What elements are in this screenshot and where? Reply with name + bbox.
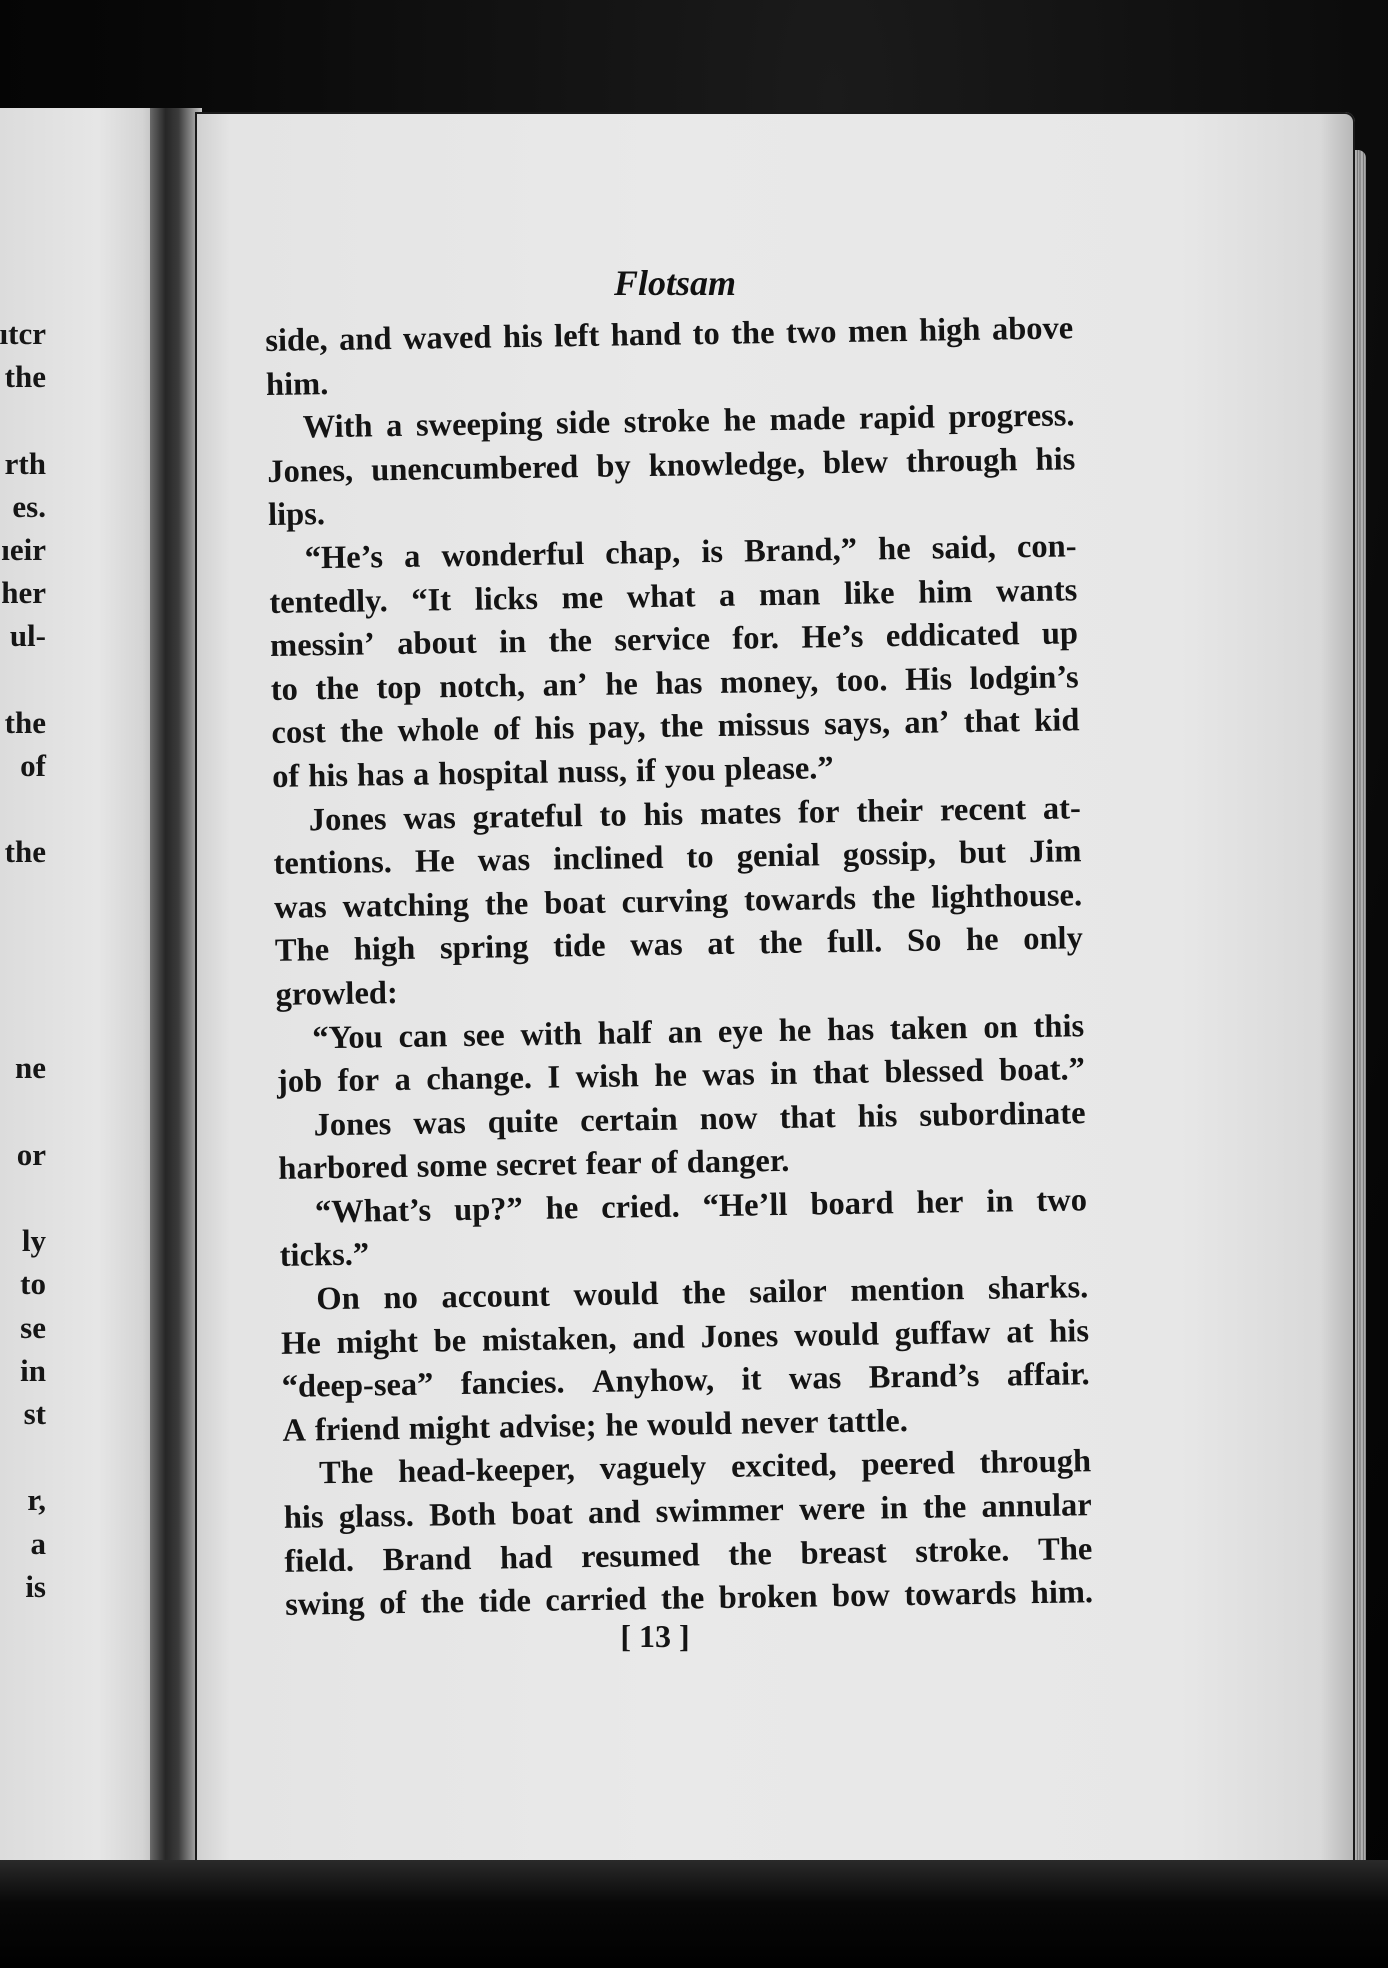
word: a	[412, 756, 430, 793]
word: above	[991, 310, 1074, 348]
left-page-fragment: ul-	[9, 618, 46, 654]
word: The	[1037, 1530, 1093, 1568]
word: With	[302, 408, 373, 446]
word: was	[413, 1104, 466, 1142]
word: growled:	[275, 974, 399, 1013]
word: me	[561, 579, 604, 616]
word: sweeping	[415, 405, 543, 444]
word: in	[769, 1055, 798, 1093]
word: missus	[717, 706, 811, 745]
left-page-fragment: the	[4, 359, 46, 395]
word: “deep-sea”	[281, 1366, 434, 1406]
word: hospital	[437, 754, 549, 793]
word: kid	[1033, 702, 1080, 740]
word: waved	[402, 319, 492, 357]
word: by	[596, 448, 631, 485]
word: the	[871, 879, 916, 917]
word: the	[339, 713, 384, 751]
word: rapid	[858, 399, 936, 437]
word: sailor	[748, 1273, 828, 1311]
word: a	[394, 1061, 412, 1099]
word: watching	[342, 886, 470, 925]
word: him	[917, 573, 973, 611]
word: his	[307, 757, 349, 795]
word: left	[553, 317, 600, 355]
left-page-fragment: rth	[4, 445, 46, 481]
word: and	[587, 1494, 641, 1532]
word: Brand,”	[743, 531, 858, 570]
word: he	[545, 1190, 579, 1227]
word: The	[318, 1454, 374, 1492]
word: tattle.	[827, 1402, 909, 1441]
word: has	[356, 756, 405, 794]
left-page-fragment: ıtcr	[0, 316, 46, 351]
word: the	[758, 924, 803, 962]
left-page-fragment: is	[25, 1568, 46, 1604]
word: two	[785, 314, 837, 351]
word: pay,	[588, 709, 646, 747]
word: genial	[736, 837, 820, 875]
word: “You	[311, 1018, 384, 1056]
word: Brand’s	[868, 1358, 980, 1396]
word: had	[499, 1539, 553, 1577]
word: for	[797, 793, 840, 831]
word: He	[280, 1324, 322, 1362]
word: He’s	[801, 618, 864, 656]
word: Brand	[382, 1540, 472, 1578]
word: On	[316, 1280, 361, 1318]
word: A	[282, 1412, 307, 1449]
running-head: Flotsam	[613, 263, 737, 303]
word: eye	[717, 1012, 764, 1050]
word: their	[856, 792, 924, 830]
left-page-fragment: the	[4, 704, 46, 740]
word: never	[740, 1404, 819, 1442]
word: notch,	[438, 667, 526, 706]
word: the	[420, 1584, 465, 1621]
word: was	[629, 926, 683, 964]
word: to	[692, 315, 721, 353]
word: what	[626, 577, 696, 615]
word: his	[1035, 441, 1076, 478]
left-page-fragment: r,	[27, 1482, 46, 1518]
word: be	[433, 1322, 467, 1360]
word: the	[315, 670, 360, 708]
word: two	[1036, 1182, 1088, 1219]
word: would	[646, 1405, 733, 1443]
word: was	[403, 799, 456, 837]
left-page-fragment: ne	[15, 1050, 46, 1086]
word: up	[1041, 615, 1079, 652]
word: was	[477, 842, 531, 879]
word: swimmer	[655, 1492, 785, 1531]
word: peered	[861, 1445, 956, 1484]
word: resumed	[580, 1536, 700, 1575]
word: eddicated	[885, 616, 1020, 655]
word: the	[659, 708, 704, 746]
word: tide	[478, 1583, 532, 1621]
word: the	[484, 885, 529, 923]
left-page-fragment: ly	[21, 1223, 46, 1259]
word: an’	[542, 666, 588, 704]
word: in	[986, 1183, 1014, 1220]
left-page-fragment: the	[4, 834, 46, 870]
word: grateful	[472, 797, 583, 836]
word: service	[614, 621, 711, 659]
word: tentedly.	[269, 582, 388, 621]
word: please.”	[724, 750, 834, 788]
word: him.	[1030, 1574, 1094, 1612]
word: the	[660, 1580, 705, 1618]
word: I	[547, 1059, 561, 1096]
word: stroke	[623, 403, 711, 441]
word: top	[376, 669, 422, 707]
word: would	[793, 1316, 880, 1354]
page-number: [ 13 ]	[620, 1618, 690, 1654]
word: that	[779, 1098, 836, 1136]
left-page-fragment: or	[16, 1136, 46, 1172]
word: boat.”	[998, 1051, 1086, 1089]
word: might	[336, 1323, 419, 1361]
word: can	[398, 1017, 448, 1055]
word: tentions.	[273, 844, 393, 883]
word: side	[555, 404, 611, 442]
word: with	[520, 1015, 583, 1053]
word: guffaw	[894, 1314, 991, 1352]
word: an	[667, 1013, 703, 1051]
word: “He’ll	[702, 1186, 788, 1225]
word: has	[655, 664, 703, 702]
word: on	[983, 1008, 1018, 1046]
word: mates	[699, 794, 782, 832]
word: cost	[271, 714, 326, 752]
word: at-	[1042, 789, 1082, 827]
word: recent	[939, 790, 1027, 828]
word: his	[283, 1499, 324, 1536]
word: board	[810, 1185, 894, 1223]
word: some	[416, 1147, 488, 1185]
word: The	[274, 932, 330, 970]
word: tide	[552, 928, 606, 965]
word: hand	[610, 316, 682, 354]
word: Both	[428, 1496, 497, 1534]
word: He	[414, 843, 455, 880]
word: to	[270, 671, 299, 708]
word: Anyhow,	[591, 1362, 715, 1401]
word: of	[650, 1144, 679, 1182]
word: he	[778, 1012, 812, 1049]
word: messin’	[269, 626, 376, 665]
word: account	[441, 1277, 551, 1316]
word: boat	[510, 1495, 573, 1533]
word: Jim	[1028, 833, 1082, 871]
word: Jones	[308, 800, 387, 838]
word: change.	[426, 1059, 533, 1098]
word: Jones,	[267, 452, 354, 490]
word: in	[880, 1490, 908, 1527]
word: only	[1022, 920, 1084, 958]
word: for	[337, 1062, 380, 1100]
word: but	[958, 834, 1007, 872]
word: now	[699, 1100, 758, 1137]
word: a	[385, 408, 403, 445]
word: the	[730, 315, 775, 352]
word: money,	[719, 663, 819, 701]
word: man	[758, 575, 821, 613]
word: you	[664, 751, 716, 789]
word: knowledge,	[648, 445, 806, 484]
word: if	[635, 752, 657, 790]
word: curving	[621, 882, 729, 921]
word: to	[599, 796, 627, 834]
word: job	[276, 1063, 323, 1100]
word: annular	[981, 1487, 1092, 1525]
word: fear	[585, 1145, 642, 1183]
word: would	[573, 1276, 659, 1314]
word: that	[963, 703, 1021, 741]
word: con-	[1016, 528, 1077, 566]
word: wish	[575, 1058, 640, 1096]
word: too.	[835, 662, 888, 699]
word: affair.	[1006, 1356, 1090, 1394]
word: secret	[495, 1146, 578, 1184]
word: and	[338, 321, 392, 358]
word: blew	[822, 444, 889, 482]
word: ticks.”	[279, 1236, 370, 1275]
word: might	[408, 1409, 491, 1447]
word: of	[271, 758, 300, 795]
word: “What’s	[314, 1192, 432, 1231]
word: towards	[743, 880, 857, 919]
word: chap,	[604, 534, 681, 572]
body-text	[265, 307, 1093, 1627]
word: certain	[579, 1101, 678, 1139]
left-page-fragment: st	[23, 1396, 46, 1431]
word: swing	[284, 1585, 365, 1624]
left-page-fragment: in	[20, 1352, 46, 1388]
word: His	[904, 661, 953, 698]
word: “He’s	[304, 539, 384, 577]
left-page-fragment: es.	[12, 488, 46, 524]
word: quite	[487, 1103, 559, 1141]
word: licks	[474, 580, 539, 618]
word: his	[643, 796, 684, 833]
word: lighthouse.	[930, 876, 1083, 916]
word: of	[378, 1585, 407, 1622]
word: he	[877, 530, 911, 568]
left-page-fragment: ıeir	[1, 532, 46, 567]
word: he	[654, 1057, 688, 1095]
word: her	[916, 1184, 964, 1221]
word: was	[788, 1360, 842, 1398]
word: men	[847, 312, 908, 350]
left-page-fragment: to	[20, 1266, 46, 1302]
word: the	[548, 623, 593, 660]
word: his	[502, 318, 543, 356]
word: says,	[823, 705, 891, 743]
word: in	[498, 624, 527, 661]
word: wants	[995, 571, 1078, 610]
word: vaguely	[599, 1449, 707, 1488]
word: through	[905, 441, 1018, 480]
word: bow	[831, 1577, 891, 1615]
word: nuss,	[557, 753, 628, 791]
word: “It	[411, 581, 452, 619]
word: mistaken,	[481, 1320, 617, 1359]
word: a	[718, 577, 736, 614]
word: was	[273, 888, 327, 926]
word: he	[965, 921, 999, 959]
word: were	[798, 1490, 866, 1528]
word: head-keeper,	[397, 1451, 576, 1491]
word: lips.	[267, 496, 326, 534]
word: high	[918, 311, 981, 349]
word: to	[686, 839, 714, 876]
word: no	[383, 1279, 419, 1317]
word: about	[396, 624, 478, 663]
bottom-edge-shadow	[0, 1860, 1388, 1968]
word: subordinate	[919, 1094, 1086, 1134]
word: gossip,	[842, 835, 937, 874]
word: at	[1006, 1313, 1034, 1351]
word: this	[1033, 1007, 1085, 1045]
word: an’	[904, 704, 950, 742]
word: lodgin’s	[969, 659, 1079, 697]
word: danger.	[686, 1143, 790, 1181]
word: broken	[718, 1578, 818, 1617]
word: taken	[889, 1009, 968, 1047]
left-page-fragment: a	[30, 1525, 46, 1561]
word: fancies.	[460, 1364, 565, 1403]
left-page-fragment: her	[1, 575, 46, 611]
word: the	[922, 1489, 967, 1526]
word: carried	[545, 1581, 647, 1619]
word: So	[906, 922, 942, 960]
word: side,	[265, 322, 328, 359]
word: advise;	[498, 1407, 597, 1446]
word: the	[681, 1274, 726, 1312]
word: Jones	[700, 1317, 779, 1355]
word: full.	[826, 923, 883, 961]
word: blessed	[884, 1052, 984, 1091]
word: field.	[284, 1542, 355, 1580]
word: see	[462, 1016, 505, 1054]
word: boat	[543, 884, 606, 922]
word: that	[812, 1054, 870, 1092]
word: unencumbered	[370, 448, 579, 489]
word: the	[728, 1535, 772, 1573]
word: like	[843, 574, 895, 612]
word: whole	[397, 712, 480, 750]
word: for.	[732, 620, 780, 657]
word: said,	[931, 529, 997, 567]
left-page-fragment: se	[20, 1309, 46, 1345]
word: high	[353, 931, 416, 968]
word: wonderful	[441, 535, 585, 575]
word: at	[707, 926, 735, 963]
word: through	[979, 1443, 1092, 1482]
word: Jones	[313, 1105, 392, 1144]
word: up?”	[453, 1190, 524, 1229]
word: he	[605, 665, 639, 703]
word: inclined	[552, 839, 664, 878]
word: glass.	[338, 1497, 415, 1536]
word: excited,	[730, 1447, 837, 1486]
word: is	[701, 533, 724, 571]
word: towards	[904, 1575, 1017, 1614]
word: his	[857, 1097, 898, 1135]
word: his	[534, 710, 575, 748]
word: stroke.	[914, 1532, 1010, 1570]
word: half	[597, 1014, 653, 1052]
word: made	[769, 401, 846, 439]
word: his	[1048, 1312, 1090, 1350]
left-page-fragment: of	[20, 748, 46, 783]
word: he	[723, 402, 757, 439]
word: he	[605, 1407, 639, 1444]
word: him.	[265, 365, 329, 403]
word: harbored	[278, 1149, 409, 1188]
word: sharks.	[987, 1269, 1089, 1307]
word: spring	[439, 929, 529, 967]
word: cried.	[600, 1188, 680, 1226]
word: and	[632, 1319, 686, 1357]
word: progress.	[948, 397, 1075, 436]
word: a	[403, 538, 421, 575]
word: was	[702, 1056, 755, 1094]
word: friend	[314, 1410, 401, 1449]
word: breast	[800, 1534, 887, 1572]
word: it	[741, 1361, 762, 1398]
word: has	[826, 1011, 875, 1048]
word: mention	[850, 1271, 965, 1309]
word: of	[492, 711, 521, 748]
